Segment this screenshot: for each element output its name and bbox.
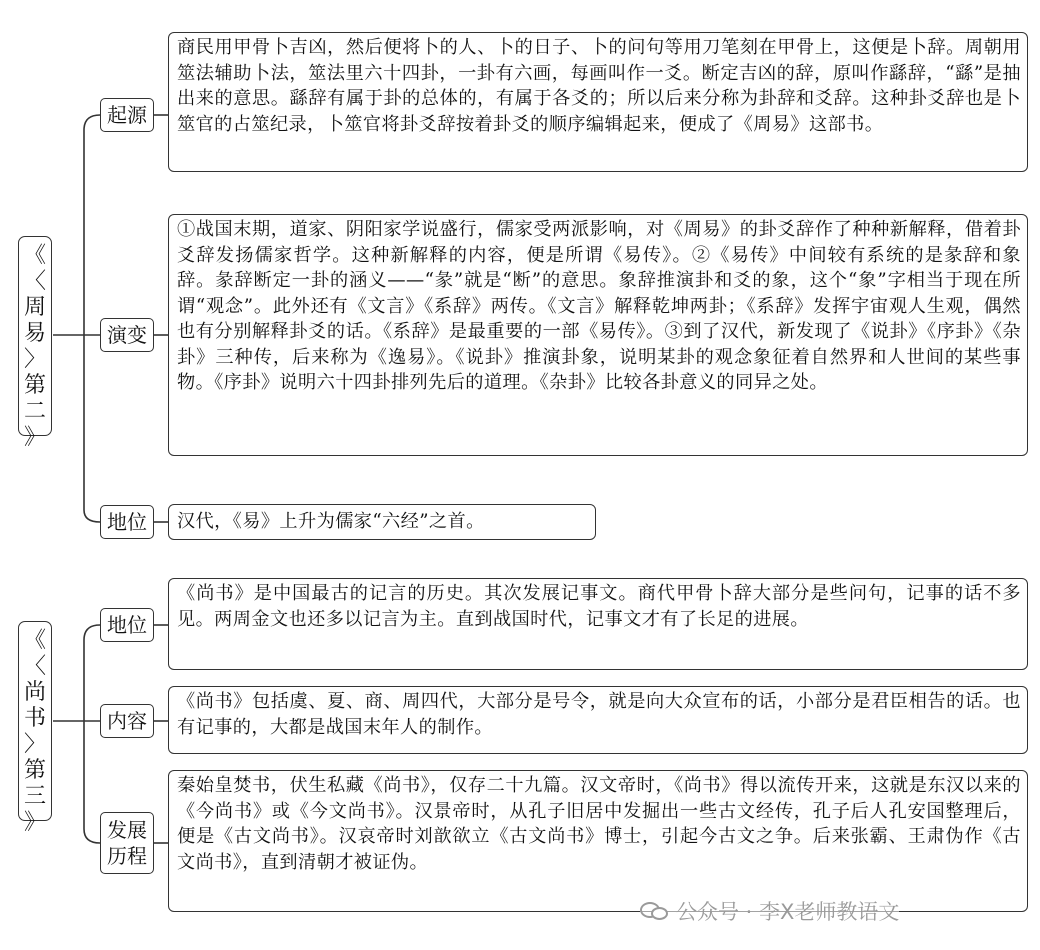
box-text: 汉代，《易》上升为儒家“六经”之首。 [177,511,485,532]
section-title-shangshu [18,621,52,835]
box-content [168,686,1028,754]
label-text: 发展 [107,818,147,842]
box-evolution [168,214,1028,456]
title-char: 第 [23,373,46,398]
label-text: 地位 [107,510,147,534]
title-char: 〉 [23,347,46,372]
title-char: 易 [23,321,46,346]
title-char: 第 [23,758,46,783]
bracket-1 [84,115,100,522]
bracket-2 [84,625,100,843]
box-text: 《尚书》是中国最古的记言的历史。其次发展记事文。商代甲骨卜辞大部分是些问句，记事的话不多见。两周金文也还多以记言为主。直到战国时代，记事文才有了长足的进展。 [177,583,1021,630]
title-char: 书 [23,706,46,731]
box-text: ①战国末期，道家、阴阳家学说盛行，儒家受两派影响，对《周易》的卦爻辞作了种种新解释，借着卦爻辞发扬儒家哲学。这种新解释的内容，便是所谓《易传》。②《易传》中间较有系统的是彖辞和象辞。彖辞断定一卦的涵义——“彖”就是“断”的意思。象辞推演卦和爻的象，这个“象”字相当于现在所谓“观念”。此外还有《文言》《系辞》两传。《文言》解释乾坤两卦；《系辞》发挥宇宙观人生观，偶然也有分别解释卦爻的话。《系辞》是最重要的一部《易传》。③到了汉代，新发现了《说卦》《序卦》《杂卦》三种传，后来称为《逸易》。《说卦》推演卦象，说明某卦的观念象征着自然界和人世间的某些事物。《序卦》说明六十四卦排列先后的道理。《杂卦》比较各卦意义的同异之处。 [177,219,1021,393]
title-char: 〈 [23,269,46,294]
box-status-2 [168,578,1028,670]
label-text: 演变 [107,323,147,347]
title-char: 》 [23,425,46,450]
box-text: 《尚书》包括虞、夏、商、周四代，大部分是号令，就是向大众宣布的话，小部分是君臣相告的话。也有记事的，大都是战国末年人的制作。 [177,691,1021,738]
label-text: 历程 [107,844,147,868]
box-status [168,504,596,540]
watermark-text: 公众号 · 李X老师教语文 [676,900,900,924]
title-char: 《 [23,628,46,653]
title-char: 》 [23,810,46,835]
box-origin [168,32,1028,172]
label-content [100,704,154,738]
title-char: 二 [23,399,46,424]
title-char: 周 [23,295,46,320]
wechat-icon [640,900,670,922]
box-text: 秦始皇焚书，伏生私藏《尚书》，仅存二十九篇。汉文帝时，《尚书》得以流传开来，这就是东汉以来的《今尚书》或《今文尚书》。汉景帝时，从孔子旧居中发掘出一些古文经传，孔子后人孔安国整理后，便是《古文尚书》。汉哀帝时刘歆欲立《古文尚书》博士，引起今古文之争。后来张霸、王肃伪作《古文尚书》，直到清朝才被证伪。 [177,775,1021,873]
title-char: 《 [23,243,46,268]
label-text: 内容 [107,709,147,733]
label-status [100,505,154,539]
box-text: 商民用甲骨卜吉凶，然后便将卜的人、卜的日子、卜的问句等用刀笔刻在甲骨上，这便是卜辞。周朝用筮法辅助卜法，筮法里六十四卦，一卦有六画，每画叫作一爻。断定吉凶的辞，原叫作繇辞，“繇”是抽出来的意思。繇辞有属于卦的总体的，有属于各爻的；所以后来分称为卦辞和爻辞。这种卦爻辞也是卜筮官的占筮纪录，卜筮官将卦爻辞按着卦爻的顺序编辑起来，便成了《周易》这部书。 [177,37,1021,135]
title-char: 〉 [23,732,46,757]
label-text: 起源 [107,103,147,127]
title-char: 〈 [23,654,46,679]
title-char: 尚 [23,680,46,705]
section-title-zhouyi [18,236,52,450]
label-status-2 [100,608,154,642]
label-origin [100,98,154,132]
label-development [100,812,154,874]
label-text: 地位 [107,613,147,637]
label-evolution [100,318,154,352]
box-development [168,770,1028,912]
title-char: 三 [23,784,46,809]
watermark [640,896,899,926]
